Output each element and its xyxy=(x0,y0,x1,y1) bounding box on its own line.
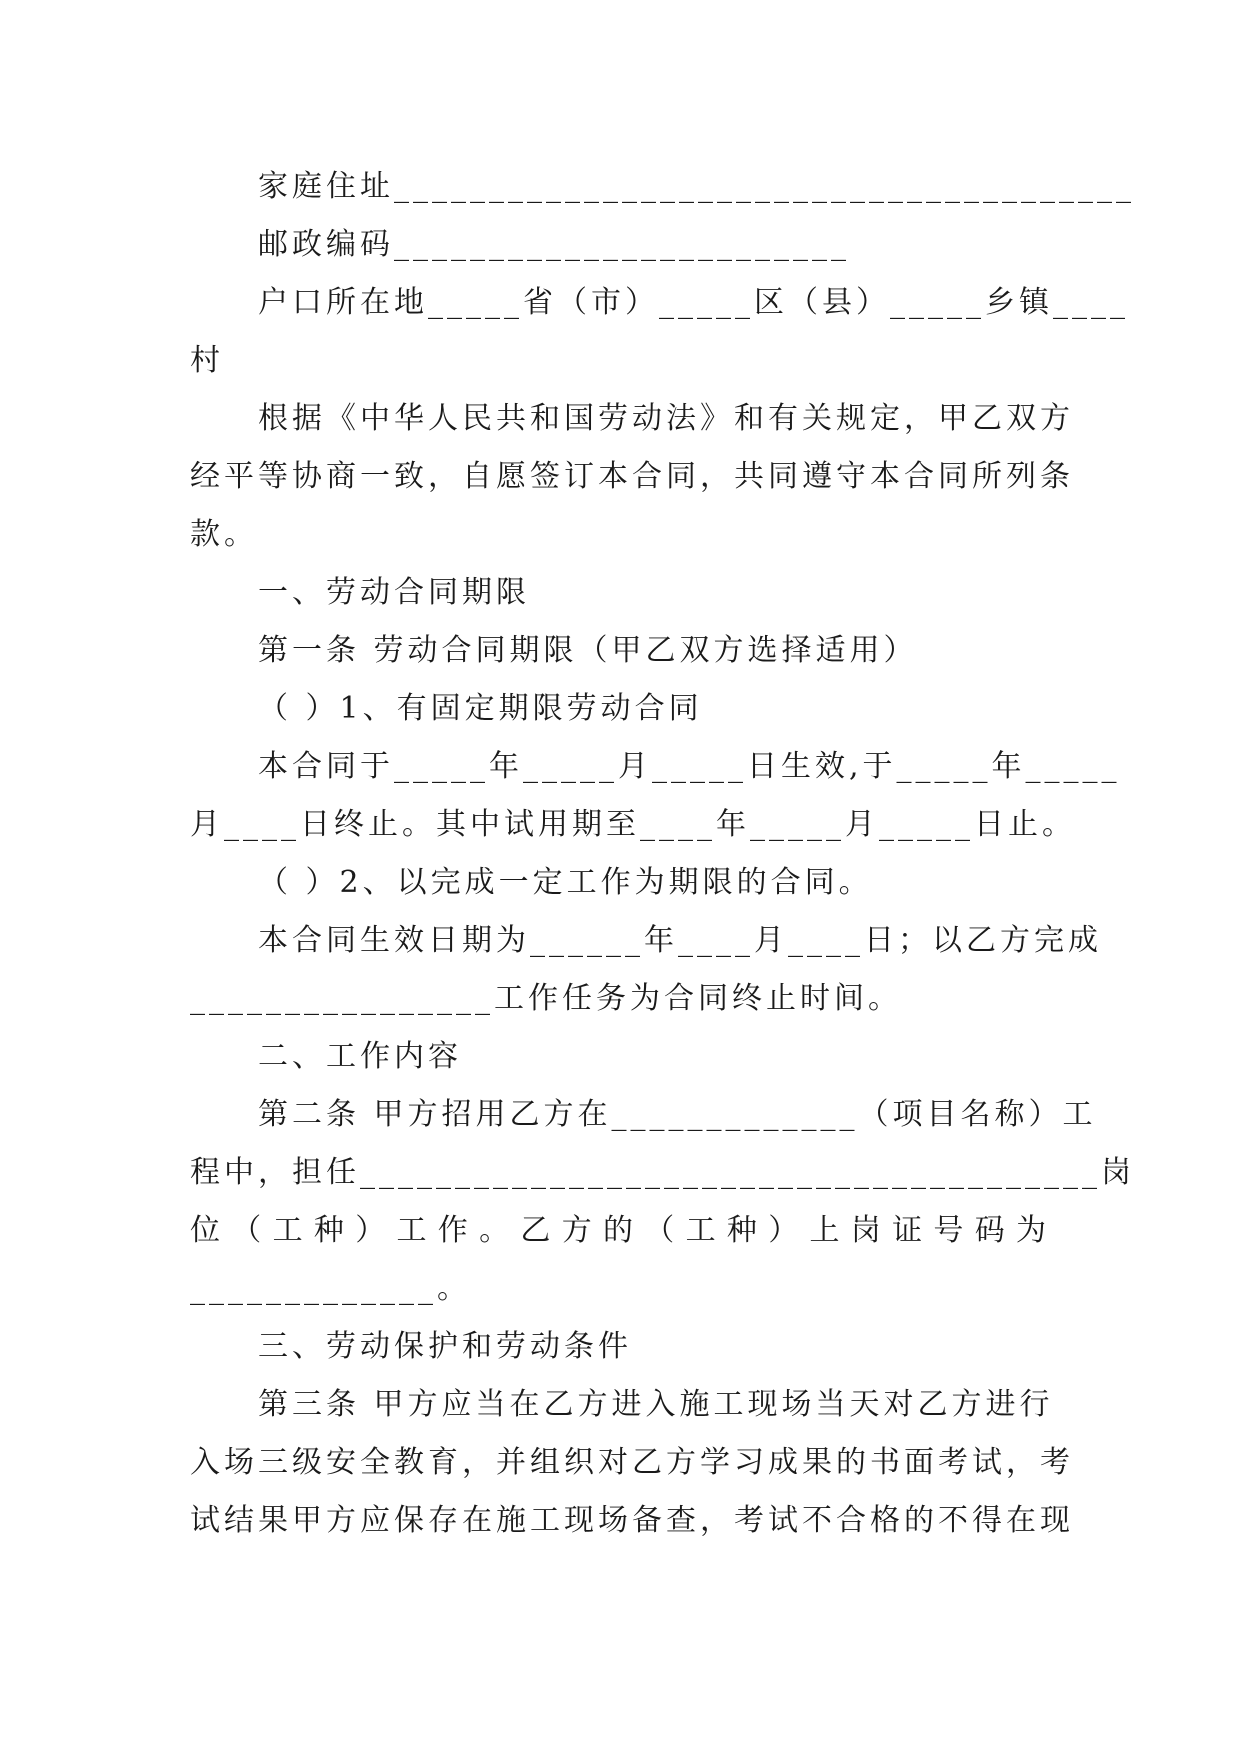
paragraph-line: 本合同于_____年_____月_____日生效,于_____年_____ xyxy=(258,749,1121,784)
household-registration-line: 户口所在地_____省（市）_____区（县）_____乡镇____ xyxy=(258,285,1129,320)
paragraph-line: 程中，担任_______________________________________岗 xyxy=(190,1155,1135,1190)
paragraph-line: 根据《中华人民共和国劳动法》和有关规定，甲乙双方 xyxy=(258,401,1074,436)
section-heading: 二、工作内容 xyxy=(258,1039,462,1074)
paragraph-line: 经平等协商一致，自愿签订本合同，共同遵守本合同所列条 xyxy=(190,459,1074,494)
option-line: （ ）2、以完成一定工作为期限的合同。 xyxy=(258,865,873,900)
section-heading: 一、劳动合同期限 xyxy=(258,575,530,610)
paragraph-line: _____________。 xyxy=(190,1271,471,1306)
household-registration-line-continued: 村 xyxy=(190,343,224,378)
article-title: 第二条 甲方招用乙方在_____________（项目名称）工 xyxy=(258,1097,1097,1132)
section-heading: 三、劳动保护和劳动条件 xyxy=(258,1329,632,1364)
document-body xyxy=(190,158,1135,1550)
option-line: （ ）1、有固定期限劳动合同 xyxy=(258,691,703,726)
article-title: 第三条 甲方应当在乙方进入施工现场当天对乙方进行 xyxy=(258,1387,1054,1422)
paragraph-line: 月____日终止。其中试用期至____年_____月_____日止。 xyxy=(190,807,1076,842)
article-title: 第一条 劳动合同期限（甲乙双方选择适用） xyxy=(258,633,918,668)
paragraph-line: ________________工作任务为合同终止时间。 xyxy=(190,981,902,1016)
paragraph-line: 本合同生效日期为______年____月____日；以乙方完成 xyxy=(258,923,1102,958)
paragraph-line: 试结果甲方应保存在施工现场备查，考试不合格的不得在现 xyxy=(190,1503,1074,1538)
paragraph-line: 位（工种）工作。乙方的（工种）上岗证号码为 xyxy=(190,1213,1050,1248)
paragraph-line: 入场三级安全教育，并组织对乙方学习成果的书面考试，考 xyxy=(190,1445,1074,1480)
paragraph-line: 款。 xyxy=(190,517,258,552)
postal-code-line: 邮政编码________________________ xyxy=(258,227,850,262)
home-address-line: 家庭住址_______________________________________ xyxy=(258,169,1135,204)
